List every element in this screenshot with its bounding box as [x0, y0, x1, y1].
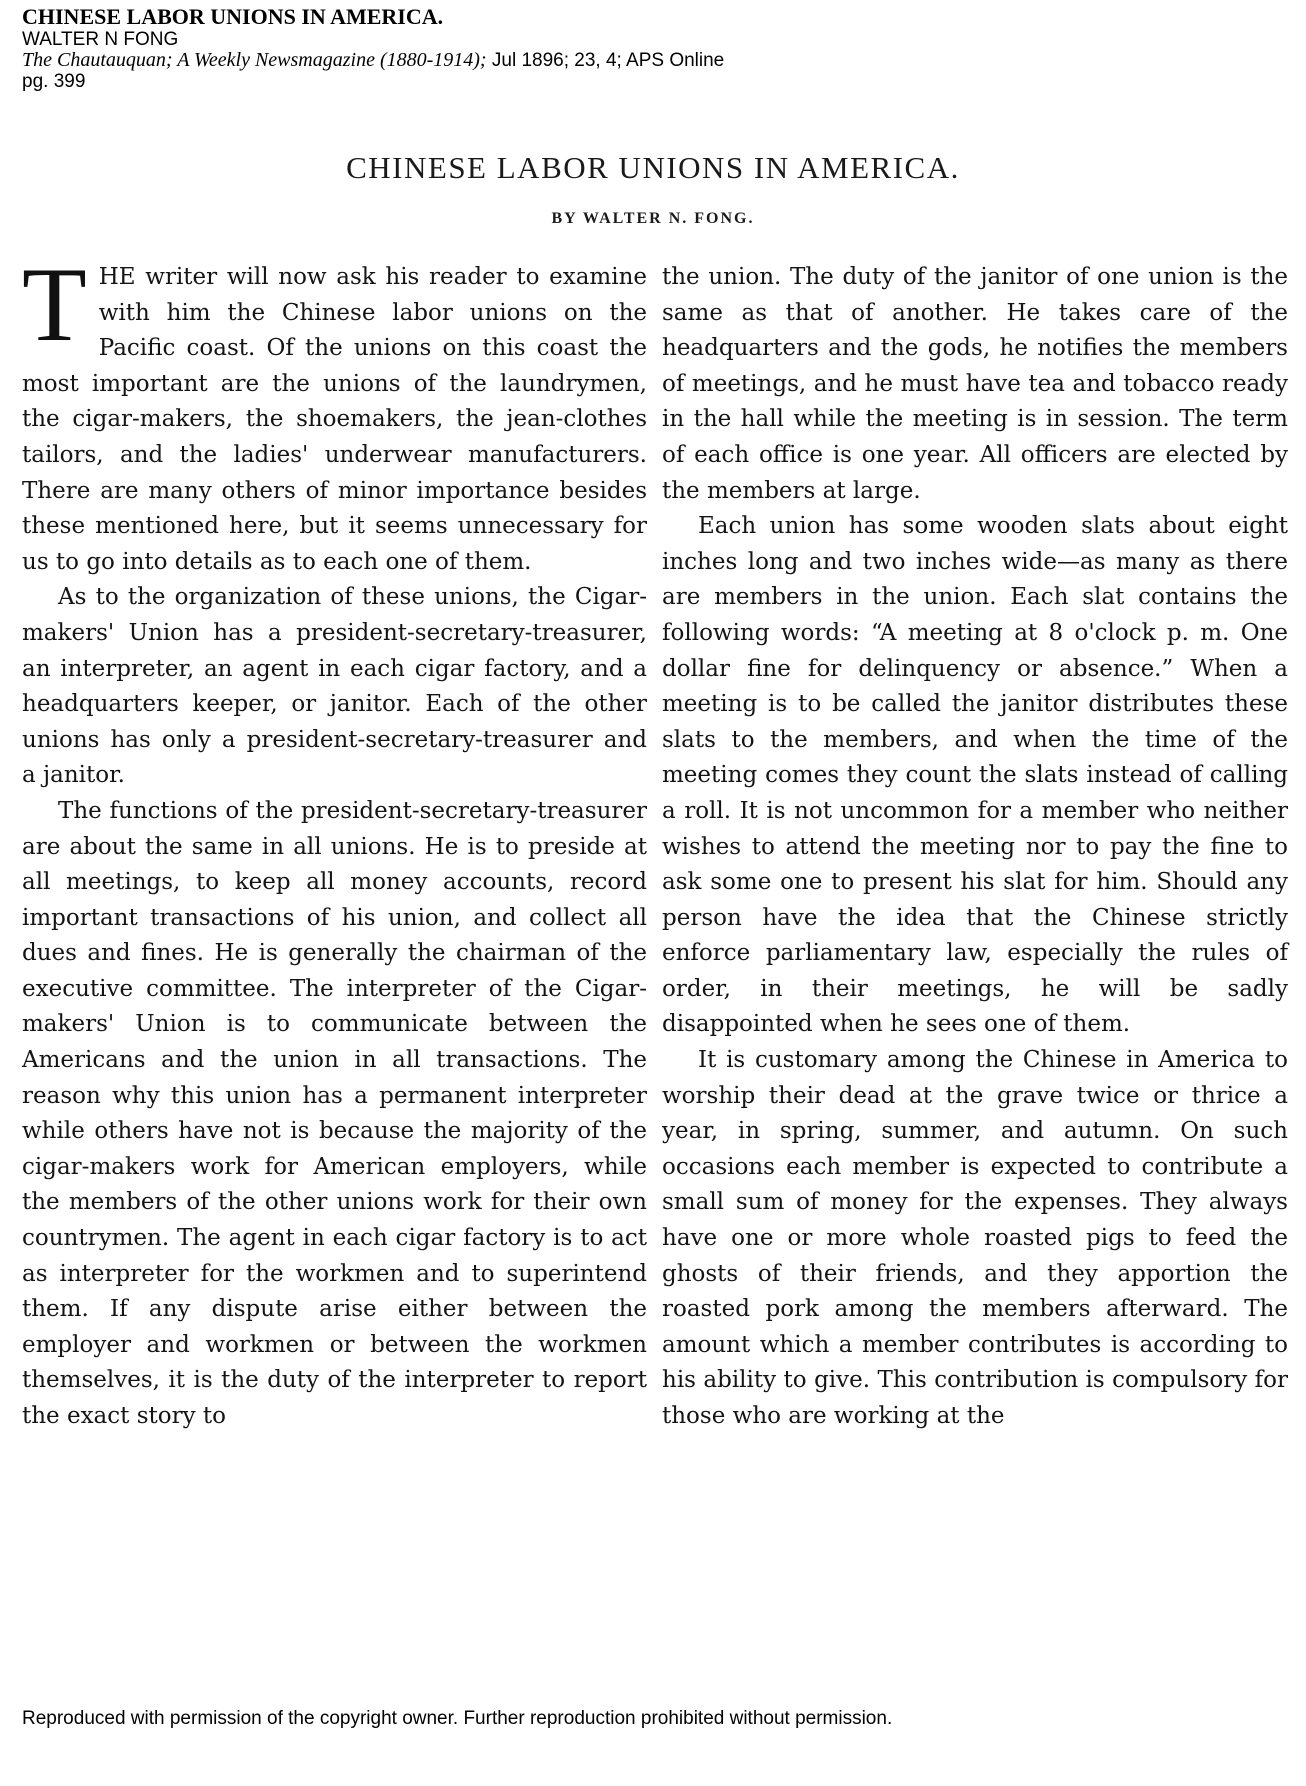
citation-author: WALTER N FONG — [22, 29, 179, 50]
article-byline: BY WALTER N. FONG. — [551, 210, 755, 227]
right-paragraph-1: the union. The duty of the janitor of one union is the same as that of another. He takes care of the headquarters and the gods, he notifies the members of meetings, and he must have tea and tobacco ready in the hall while the meeting is in session. The term of each office is one year. All officers are elected by the members at large. — [662, 264, 1288, 504]
left-paragraph-1-text: HE writer will now ask his reader to examine with him the Chinese labor unions on the Pacific coast. Of the unions on this coast the most important are the unions of the laundrymen, the cigar-makers, the shoemakers, the jean-clothes tailors, and the ladies' underwear manufacturers. There are many others of minor importance besides these mentioned here, but it seems unnecessary for us to go into details as to each one of them. — [22, 264, 647, 575]
citation-source-details: Jul 1896; 23, 4; APS Online — [486, 50, 725, 71]
citation-page: pg. 399 — [22, 71, 86, 92]
citation-header — [22, 4, 1022, 92]
citation-title: CHINESE LABOR UNIONS IN AMERICA. — [22, 4, 444, 29]
left-paragraph-1 — [22, 246, 647, 580]
drop-cap: T — [22, 246, 87, 363]
right-paragraph-2: Each union has some wooden slats about eight inches long and two inches wide—as many as there are members in the union. Each slat contains the following words: “A meeting at 8 o'clock p. m. One dollar fine for delinquency or absence.” When a meeting is to be called the janitor distributes these slats to the members, and when the time of the meeting comes they count the slats instead of calling a roll. It is not uncommon for a member who neither wishes to attend the meeting nor to pay the fine to ask some one to present his slat for him. Should any person have the idea that the Chinese strictly enforce parliamentary law, especially the rules of order, in their meetings, he will be sadly disappointed when he sees one of them. — [662, 513, 1288, 1038]
copyright-notice: Reproduced with permission of the copyright owner. Further reproduction prohibited without permission. — [22, 1708, 893, 1729]
left-column — [22, 246, 647, 1435]
article-title: CHINESE LABOR UNIONS IN AMERICA. — [346, 150, 960, 185]
citation-source — [22, 50, 1022, 71]
right-paragraph-3: It is customary among the Chinese in America to worship their dead at the grave twice or thrice a year, in spring, summer, and autumn. On such occasions each member is expected to contribute a small sum of money for the expenses. They always have one or more whole roasted pigs to feed the ghosts of their friends, and they apportion the roasted pork among the members afterward. The amount which a member contributes is according to his ability to give. This contribution is compulsory for those who are working at the — [662, 1047, 1288, 1429]
citation-source-publication: The Chautauquan; A Weekly Newsmagazine (1880-1914); — [22, 49, 487, 71]
left-paragraph-2: As to the organization of these unions, the Cigar-makers' Union has a president-secretary-treasurer, an interpreter, an agent in each cigar factory, and a headquarters keeper, or janitor. Each of the other unions has only a president-secretary-treasurer and a janitor. — [22, 584, 647, 789]
left-paragraph-3: The functions of the president-secretary-treasurer are about the same in all unions. He is to preside at all meetings, to keep all money accounts, record important transactions of his union, and collect all dues and fines. He is generally the chairman of the executive committee. The interpreter of the Cigar-makers' Union is to communicate between the Americans and the union in all transactions. The reason why this union has a permanent interpreter while others have not is because the majority of the cigar-makers work for American employers, while the members of the other unions work for their own countrymen. The agent in each cigar factory is to act as interpreter for the workmen and to superintend them. If any dispute arise either between the employer and workmen or between the workmen themselves, it is the duty of the interpreter to report the exact story to — [22, 797, 647, 1429]
right-column — [662, 260, 1288, 1435]
